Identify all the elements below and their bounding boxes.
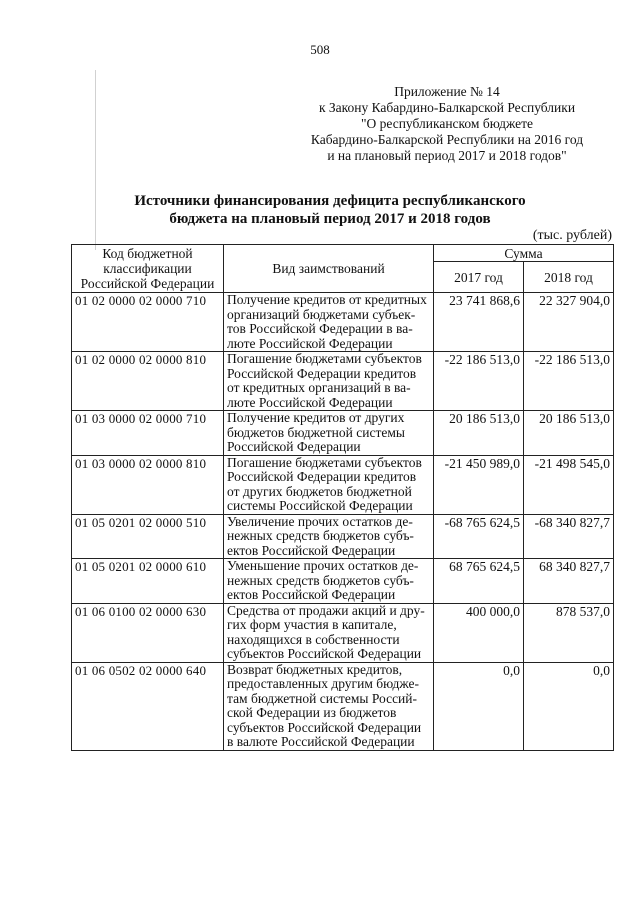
row-description (224, 411, 434, 456)
row-description-line: Получение кредитов от кредитных (227, 292, 427, 307)
row-amount-2017: -21 450 989,0 (434, 455, 524, 514)
title-line-1: Источники финансирования дефицита республиканского (134, 193, 526, 209)
title-line-2: бюджета на плановый период 2017 и 2018 годов (169, 211, 491, 227)
financing-sources-table (71, 244, 614, 751)
row-description (224, 293, 434, 352)
row-description (224, 559, 434, 604)
row-description (224, 352, 434, 411)
row-amount-2017: -22 186 513,0 (434, 352, 524, 411)
row-description-line: нежных средств бюджетов субъ- (227, 572, 414, 588)
row-amount-2018: 22 327 904,0 (524, 293, 614, 352)
row-description (224, 662, 434, 750)
row-amount-2018: 20 186 513,0 (524, 411, 614, 456)
row-description-line: от кредитных организаций в ва- (227, 380, 411, 395)
appendix-law-title-2: Кабардино-Балкарской Республики на 2016 год (310, 132, 584, 147)
row-description-line: субъектов Российской Федерации (227, 719, 422, 735)
row-amount-2018: -21 498 545,0 (524, 455, 614, 514)
row-description-line: там бюджетной системы Россий- (227, 690, 418, 706)
row-amount-2018: 0,0 (524, 662, 614, 750)
row-code: 01 03 0000 02 0000 810 (72, 455, 224, 514)
row-amount-2018: 878 537,0 (524, 603, 614, 662)
table-row (72, 411, 614, 456)
table-row (72, 455, 614, 514)
row-description-line: Получение кредитов от других (227, 410, 405, 425)
row-description-line: Погашение бюджетами субъектов (227, 454, 422, 470)
row-description-line: Уменьшение прочих остатков де- (227, 558, 419, 573)
row-amount-2017: -68 765 624,5 (434, 514, 524, 559)
units-label: (тыс. рублей) (532, 228, 612, 243)
row-code: 01 05 0201 02 0000 510 (72, 514, 224, 559)
row-description-line: находящихся в собственности (227, 631, 400, 647)
table-row (72, 662, 614, 750)
header-year-2017: 2017 год (434, 262, 524, 293)
row-description-line: нежных средств бюджетов субъ- (227, 528, 414, 543)
row-code: 01 02 0000 02 0000 710 (72, 293, 224, 352)
row-description (224, 603, 434, 662)
header-type: Вид заимствований (224, 245, 434, 293)
row-amount-2018: -22 186 513,0 (524, 352, 614, 411)
row-description (224, 455, 434, 514)
table-row (72, 559, 614, 604)
appendix-law: к Закону Кабардино-Балкарской Республики (318, 100, 576, 115)
row-code: 01 02 0000 02 0000 810 (72, 352, 224, 411)
row-description-line: ектов Российской Федерации (227, 542, 396, 558)
row-amount-2017: 0,0 (434, 662, 524, 750)
row-description-line: бюджетов бюджетной системы (227, 424, 405, 440)
row-description-line: Российской Федерации кредитов (227, 469, 417, 484)
row-amount-2017: 400 000,0 (434, 603, 524, 662)
row-amount-2017: 23 741 868,6 (434, 293, 524, 352)
header-year-2018: 2018 год (524, 262, 614, 293)
row-description-line: люте Российской Федерации (227, 335, 393, 351)
row-amount-2017: 68 765 624,5 (434, 559, 524, 604)
row-description-line: гих форм участия в капитале, (227, 617, 397, 632)
header-sum: Сумма (434, 245, 614, 262)
row-description-line: тов Российской Федерации в ва- (227, 321, 413, 336)
row-amount-2017: 20 186 513,0 (434, 411, 524, 456)
row-amount-2018: 68 340 827,7 (524, 559, 614, 604)
row-description-line: люте Российской Федерации (227, 394, 393, 410)
row-description-line: системы Российской Федерации (227, 498, 413, 513)
appendix-number: Приложение № 14 (394, 84, 500, 99)
header-code: Код бюджетной классификации Российской Федерации (72, 245, 224, 293)
row-description (224, 514, 434, 559)
row-description-line: Возврат бюджетных кредитов, (227, 661, 403, 677)
row-description-line: от других бюджетов бюджетной (227, 483, 412, 499)
document-title (70, 192, 590, 228)
table-body (72, 293, 614, 751)
row-amount-2018: -68 340 827,7 (524, 514, 614, 559)
table-row (72, 352, 614, 411)
appendix-law-title-3: и на плановый период 2017 и 2018 годов" (327, 148, 567, 163)
page-number: 508 (310, 42, 330, 57)
row-code: 01 06 0502 02 0000 640 (72, 662, 224, 750)
row-description-line: организаций бюджетами субъек- (227, 306, 416, 322)
table-row (72, 603, 614, 662)
appendix-law-title-1: "О республиканском бюджете (360, 116, 533, 131)
table-row (72, 514, 614, 559)
row-description-line: в валюте Российской Федерации (227, 734, 415, 749)
row-code: 01 03 0000 02 0000 710 (72, 411, 224, 456)
row-description-line: субъектов Российской Федерации (227, 646, 422, 661)
table-row (72, 293, 614, 352)
row-description-line: ектов Российской Федерации (227, 587, 396, 602)
row-code: 01 06 0100 02 0000 630 (72, 603, 224, 662)
row-description-line: предоставленных другим бюдже- (227, 676, 420, 691)
row-description-line: Российской Федерации (227, 439, 361, 454)
row-description-line: Погашение бюджетами субъектов (227, 351, 422, 366)
row-description-line: Российской Федерации кредитов (227, 365, 417, 381)
row-description-line: Увеличение прочих остатков де- (227, 513, 413, 529)
appendix-header (282, 84, 612, 164)
row-description-line: Средства от продажи акций и дру- (227, 602, 425, 618)
row-code: 01 05 0201 02 0000 610 (72, 559, 224, 604)
row-description-line: ской Федерации из бюджетов (227, 705, 397, 720)
